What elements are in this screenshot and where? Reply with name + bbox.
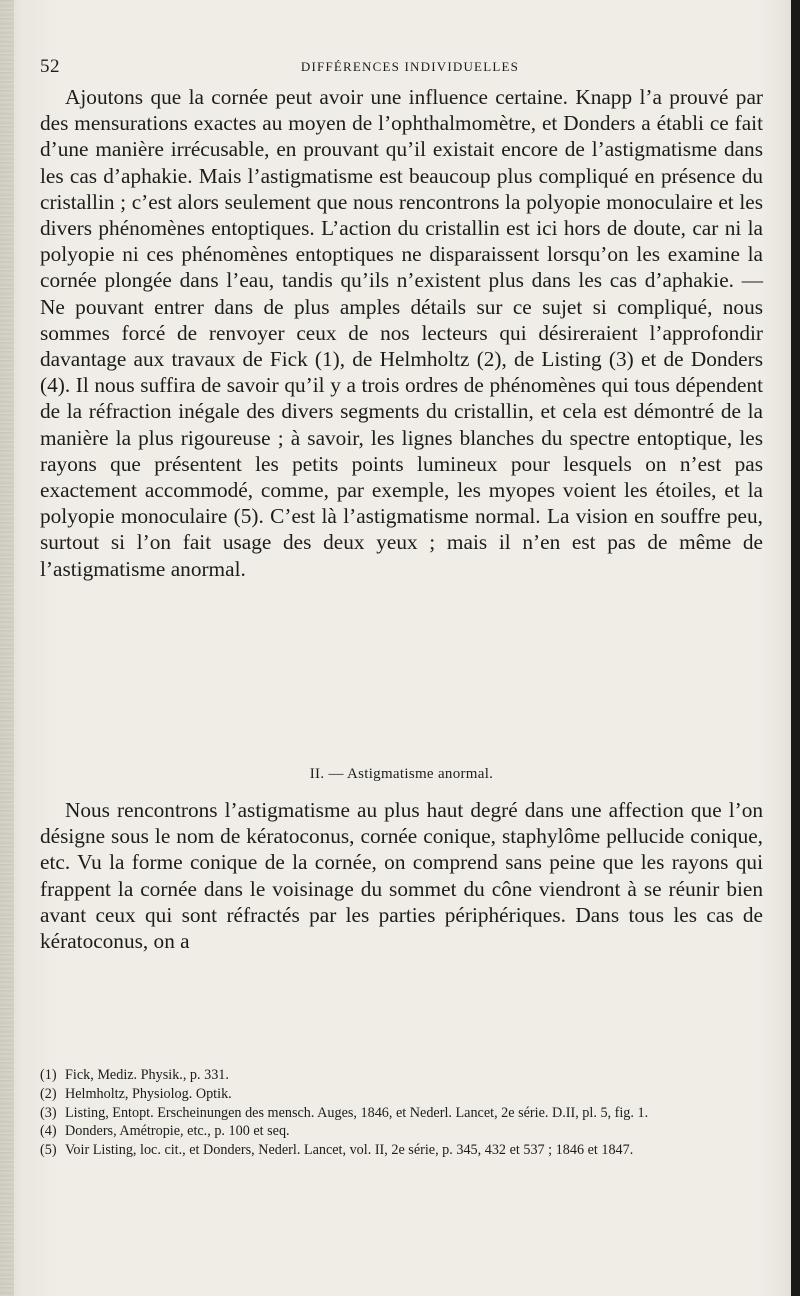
footnote xyxy=(40,1122,763,1141)
footnote xyxy=(40,1141,763,1160)
footnote-text: Voir Listing, loc. cit., et Donders, Nederl. Lancet, vol. II, 2e série, p. 345, 432 et 537 ; 1846 et 1847. xyxy=(65,1142,634,1159)
footnote-number: (2) xyxy=(40,1085,57,1102)
footnote-text: Helmholtz, Physiolog. Optik. xyxy=(65,1085,232,1102)
footnote-text: Listing, Entopt. Erscheinungen des mensch. Auges, 1846, et Nederl. Lancet, 2e série. D.II, pl. 5, fig. 1. xyxy=(65,1104,649,1121)
footnote-number: (1) xyxy=(40,1067,57,1083)
footnote-number: (4) xyxy=(40,1123,57,1140)
footnote-text: Fick, Mediz. Physik., p. 331. xyxy=(65,1067,229,1083)
page-number: 52 xyxy=(40,56,60,77)
page-right-edge xyxy=(791,0,800,1296)
footnote-number: (5) xyxy=(40,1142,57,1159)
page-binding-edge xyxy=(0,0,14,1296)
footnote xyxy=(40,1066,763,1085)
footnote-number: (3) xyxy=(40,1104,57,1121)
paragraph: Ajoutons que la cornée peut avoir une influence certaine. Knapp l’a prouvé par des mensurations exactes au moyen de l’ophthalmomètre, et Donders a établi ce fait d’une manière irrécusable, en prouvant qu’il existait encore de l’astigmatisme dans les cas d’aphakie. Mais l’astigmatisme est beaucoup plus compliqué en présence du cristallin ; c’est alors seulement que nous rencontrons la polyopie monoculaire et les divers phénomènes entoptiques. L’action du cristallin est ici hors de doute, car ni la polyopie ni ces phénomènes entoptiques ne disparaissent lorsqu’on les examine la cornée plongée dans l’eau, tandis qu’ils n’existent plus dans les cas d’aphakie. — Ne pouvant entrer dans de plus amples détails sur ce sujet si compliqué, nous sommes forcé de renvoyer ceux de nos lecteurs qui désireraient l’approfondir davantage aux travaux de Fick (1), de Helmholtz (2), de Listing (3) et de Donders (4). Il nous suffira de savoir qu’il y a trois ordres de phénomènes qui tous dépendent de la réfraction inégale des divers segments du cristallin, et cela est démontré de la manière la plus rigoureuse ; à savoir, les lignes blanches du spectre entoptique, les rayons que présentent les petits points lumineux pour lesquels on n’est pas exactement accommodé, comme, par exemple, les myopes voient les étoiles, et la polyopie monoculaire (5). C’est là l’astigmatisme normal. La vision en souffre peu, surtout si l’on fait usage des deux yeux ; mais il n’en est pas de même de l’astigmatisme anormal. xyxy=(40,85,763,581)
footnote xyxy=(40,1085,763,1104)
page-header xyxy=(40,56,780,80)
section-heading: II. — Astigmatisme anormal. xyxy=(309,766,494,782)
footnote-text: Donders, Amétropie, etc., p. 100 et seq. xyxy=(65,1123,290,1140)
footnote xyxy=(40,1104,763,1123)
running-head: DIFFÉRENCES INDIVIDUELLES xyxy=(300,59,520,74)
body-text-section-2 xyxy=(40,797,763,954)
body-text xyxy=(40,84,763,582)
footnotes xyxy=(40,1066,763,1160)
paragraph: Nous rencontrons l’astigmatisme au plus haut degré dans une affection que l’on désigne sous le nom de kératoconus, cornée conique, staphylôme pellucide conique, etc. Vu la forme conique de la cornée, on comprend sans peine que les rayons qui frappent la cornée dans le voisinage du sommet du cône viendront à se réunir bien avant ceux qui sont réfractés par les parties périphériques. Dans tous les cas de kératoconus, on a xyxy=(40,798,763,954)
